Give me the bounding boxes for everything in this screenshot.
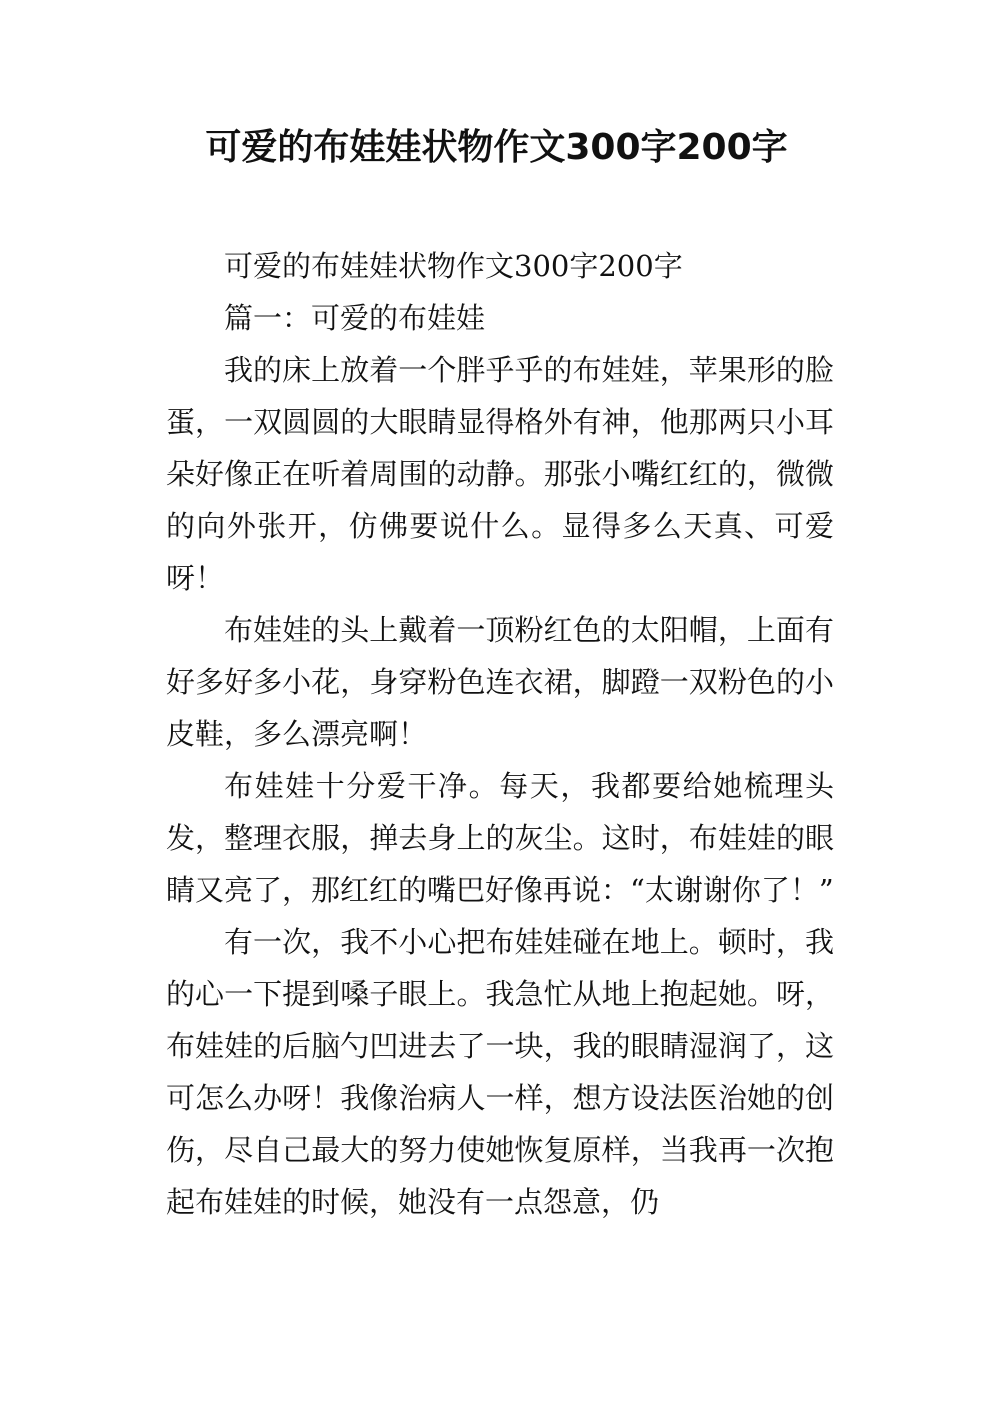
document-title: 可爱的布娃娃状物作文300字200字	[205, 127, 788, 168]
body-paragraph: 布娃娃的头上戴着一顶粉红色的太阳帽，上面有好多好多小花，身穿粉色连衣裙，脚蹬一双粉色的小皮鞋，多么漂亮啊！	[166, 613, 834, 751]
body-paragraph: 可爱的布娃娃状物作文300字200字	[224, 249, 683, 283]
body-paragraph: 我的床上放着一个胖乎乎的布娃娃，苹果形的脸蛋，一双圆圆的大眼睛显得格外有神，他那两只小耳朵好像正在听着周围的动静。那张小嘴红红的，微微的向外张开，仿佛要说什么。显得多么天真、可爱呀！	[166, 353, 834, 595]
body-paragraph: 有一次，我不小心把布娃娃碰在地上。顿时，我的心一下提到嗓子眼上。我急忙从地上抱起她。呀，布娃娃的后脑勺凹进去了一块，我的眼睛湿润了，这可怎么办呀！我像治病人一样，想方设法医治她的创伤，尽自己最大的努力使她恢复原样，当我再一次抱起布娃娃的时候，她没有一点怨意，仍	[166, 925, 834, 1219]
body-paragraph: 篇一：可爱的布娃娃	[224, 301, 486, 335]
body-paragraph: 布娃娃十分爱干净。每天，我都要给她梳理头发，整理衣服，掸去身上的灰尘。这时，布娃娃的眼睛又亮了，那红红的嘴巴好像再说：“太谢谢你了！”	[166, 769, 834, 907]
document-body	[166, 240, 834, 1228]
